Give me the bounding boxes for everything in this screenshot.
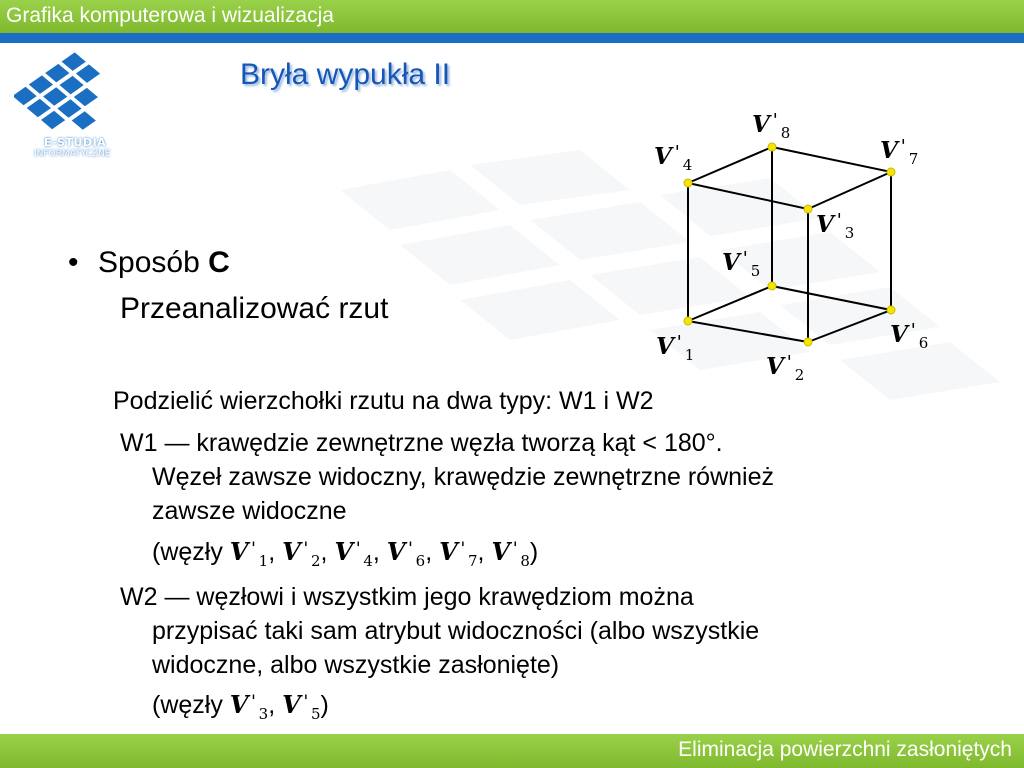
bullet-bold-text: C [208, 246, 230, 279]
header-bar [0, 0, 1024, 33]
w1-line3: zawsze widoczne [152, 497, 347, 525]
bullet-subline: Przeanalizować rzut [120, 292, 389, 325]
vertex-label-2: $V'_2$ [766, 352, 805, 384]
vertex-4-dot [684, 179, 692, 187]
logo-text-line2: INFORMATYCZNE [34, 149, 111, 159]
w1-nodes: (węzły $V'_1$, $V'_2$, $V'_4$, $V'_6$, $V'_7$, $V'_8$) [152, 537, 539, 570]
vertex-6-dot [887, 306, 895, 314]
vertex-label-5: $V'_5$ [722, 248, 761, 280]
w2-line2: przypisać taki sam atrybut widoczności (albo wszystkie [152, 617, 760, 645]
bullet-dot: • [68, 246, 79, 279]
w2-nodes: (węzły $V'_3$, $V'_5$) [152, 690, 329, 723]
paragraph-intro: Podzielić wierzchołki rzutu na dwa typy: W1 i W2 [113, 387, 654, 415]
vertex-7-dot [887, 168, 895, 176]
vertex-2-dot [804, 338, 812, 346]
w1-node-6: $V'_6$ [386, 537, 426, 570]
vertex-1-dot [684, 317, 692, 325]
course-title: Grafika komputerowa i wizualizacja [6, 4, 334, 27]
e-studia-logo [14, 48, 124, 163]
cube-edge-2-6 [808, 310, 891, 342]
vertex-label-7: $V'_7$ [880, 136, 919, 168]
logo-grid-icon [14, 48, 124, 138]
w1-node-4: $V'_4$ [334, 537, 373, 570]
w1-node-1: $V'_1$ [229, 537, 269, 570]
cube-vertices [684, 143, 895, 346]
w2-node-3: $V'_3$ [229, 690, 269, 723]
vertex-label-6: $V'_6$ [890, 320, 929, 352]
header-stripe [0, 33, 1024, 43]
w2-line1: W2 — węzłowi i wszystkim jego krawędziom można [120, 583, 694, 611]
w1-node-8: $V'_8$ [491, 537, 530, 570]
cube-edge-4-8 [688, 147, 772, 183]
logo-text-line1: E-STUDIA [44, 136, 107, 149]
slide-title: Bryła wypukła II [240, 58, 451, 91]
cube-edge-1-5 [688, 286, 772, 321]
vertex-label-3: $V'_3$ [816, 210, 855, 242]
w1-line1: W1 — krawędzie zewnętrzne węzła tworzą kąt < 180°. [120, 429, 723, 457]
footer-bar [0, 734, 1024, 768]
bullet-item [68, 246, 230, 280]
vertex-label-1: $V'_1$ [656, 332, 695, 364]
w1-node-2: $V'_2$ [282, 537, 321, 570]
vertex-3-dot [804, 205, 812, 213]
w1-line2: Węzeł zawsze widoczny, krawędzie zewnętrzne również [152, 463, 774, 491]
vertex-8-dot [768, 143, 776, 151]
w1-node-7: $V'_7$ [439, 537, 478, 570]
vertex-label-4: $V'_4$ [654, 142, 693, 174]
w2-node-5: $V'_5$ [282, 690, 321, 723]
footer-title: Eliminacja powierzchni zasłoniętych [678, 738, 1012, 761]
w2-line3: widoczne, albo wszystkie zasłonięte) [152, 651, 560, 679]
bullet-text: Sposób [98, 246, 209, 279]
vertex-5-dot [768, 282, 776, 290]
vertex-label-8: $V'_8$ [752, 110, 791, 142]
cube-edge-3-7 [808, 172, 891, 209]
